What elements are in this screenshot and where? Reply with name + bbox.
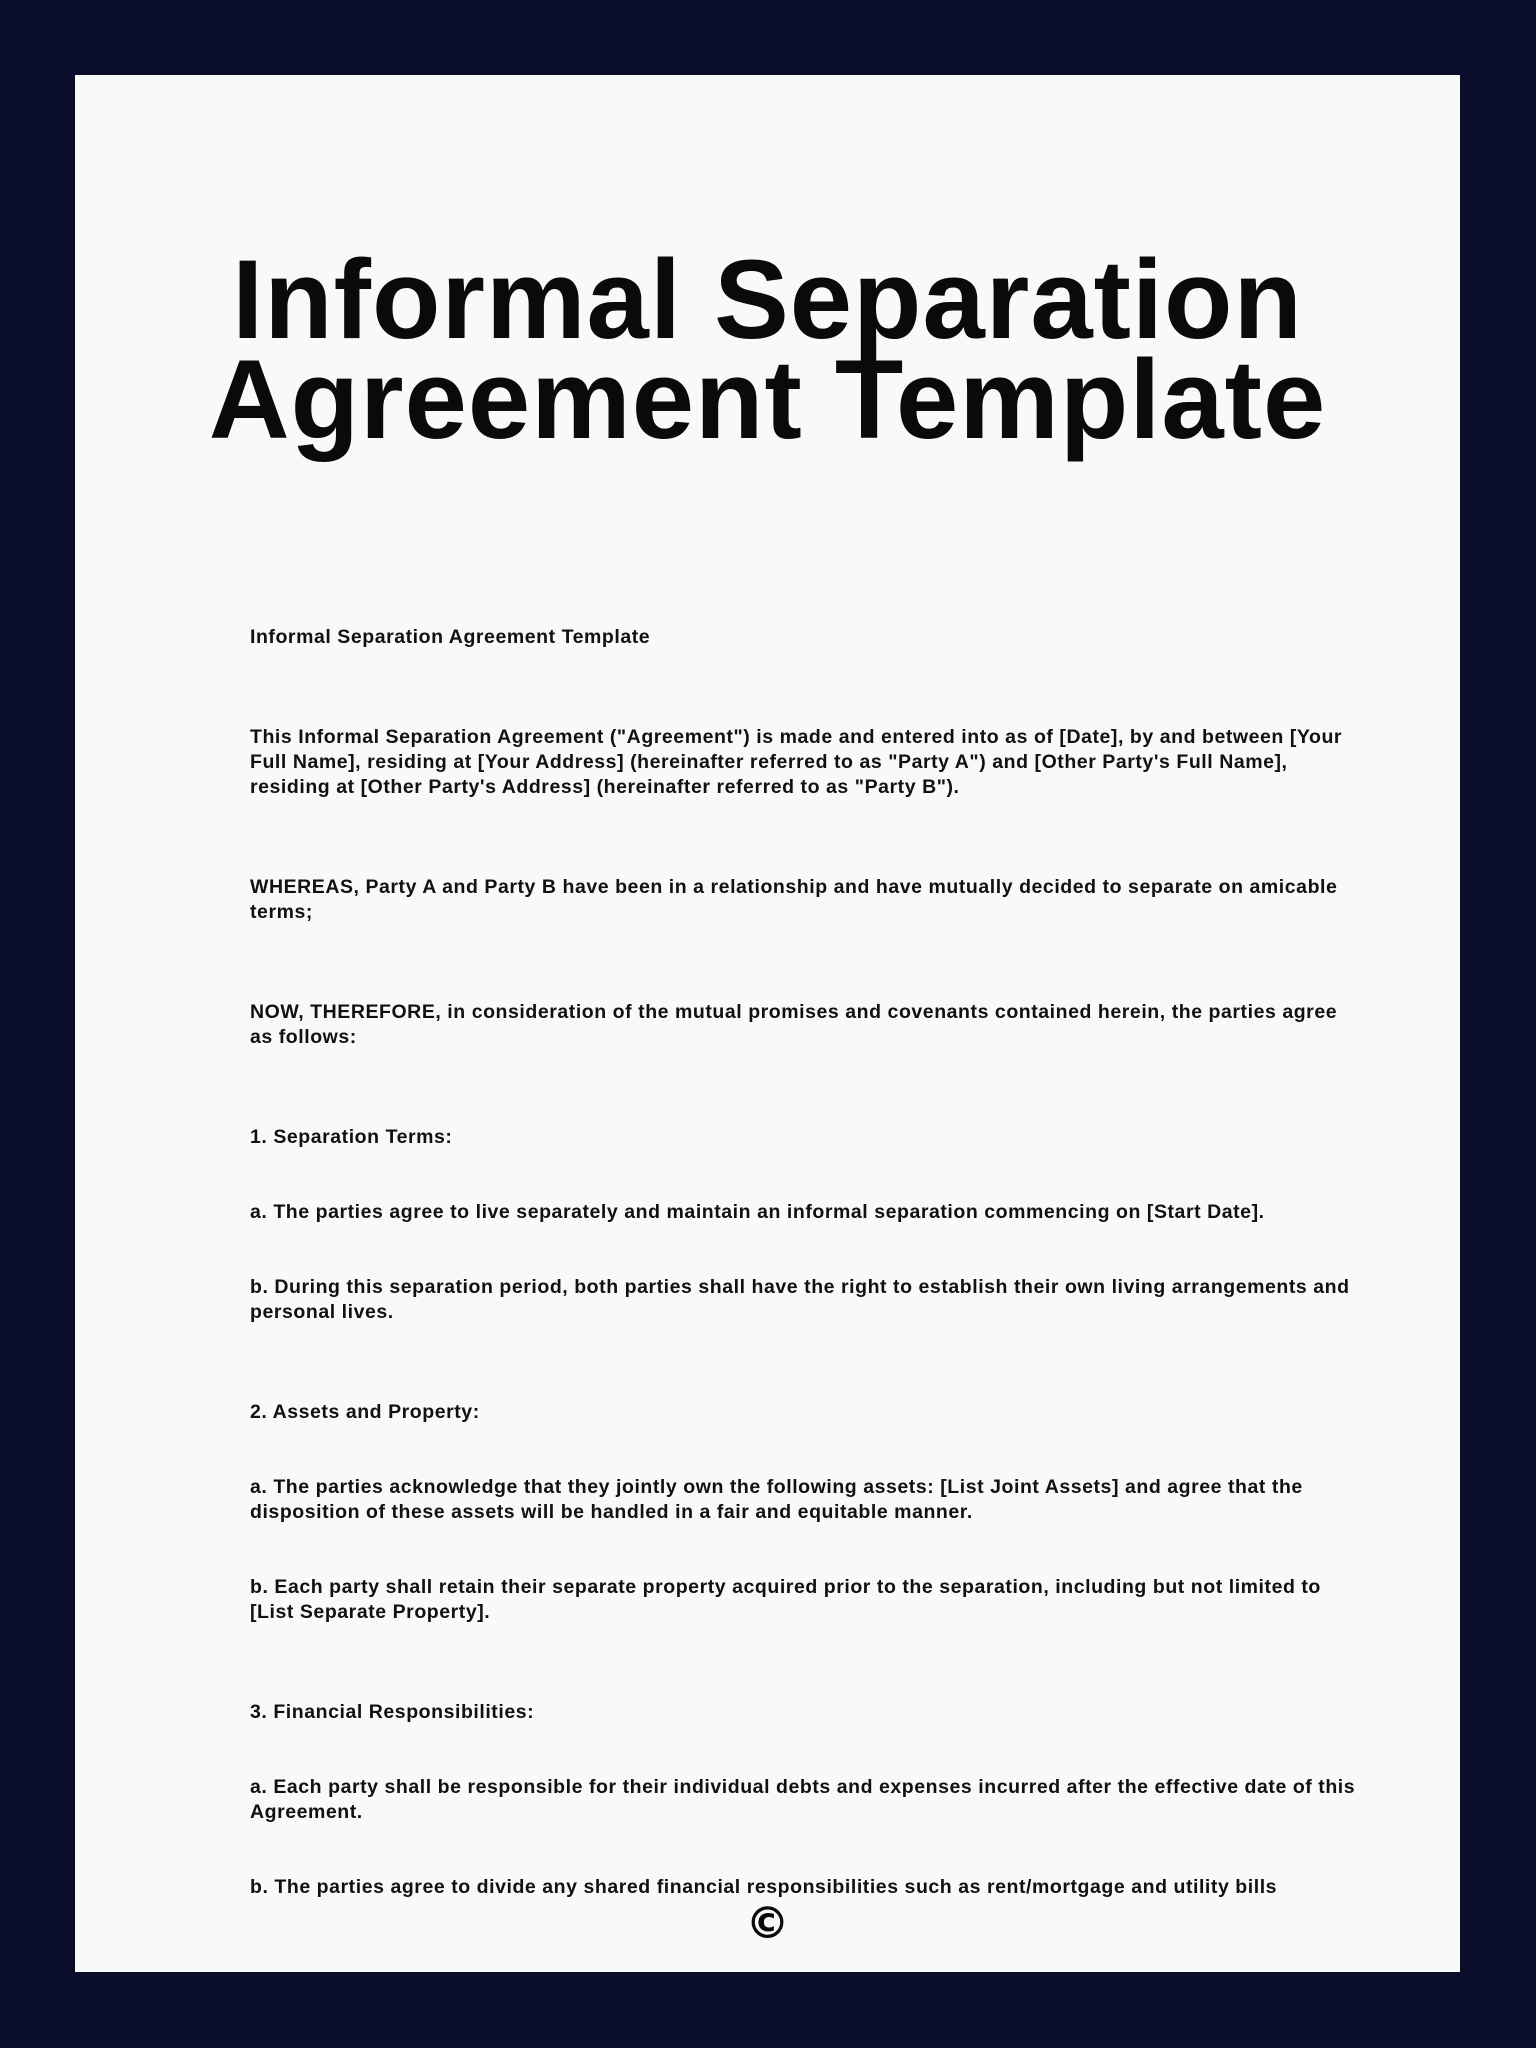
section-heading: 1. Separation Terms: [250, 1126, 453, 1148]
clause-paragraph: b. Each party shall retain their separate property acquired prior to the separation, including but not limited to [List Separate Property]. [250, 1576, 1321, 1623]
title-line-1: Informal Separation [232, 237, 1303, 362]
clause-paragraph: b. During this separation period, both parties shall have the right to establish their own living arrangements and personal lives. [250, 1276, 1350, 1323]
clause-paragraph: a. The parties agree to live separately and maintain an informal separation commencing on [Start Date]. [250, 1201, 1265, 1223]
intro-paragraph: This Informal Separation Agreement ("Agreement") is made and entered into as of [Date], by and between [Your Full Name], residing at [Your Address] (hereinafter referred to as "Party A") and [Other Party's Full Name], residing at [Other Party's Address] (hereinafter referred to as "Party B"). [250, 726, 1343, 798]
section-heading: 3. Financial Responsibilities: [250, 1701, 535, 1723]
title-line-2: Agreement Template [208, 337, 1327, 462]
document-page [75, 75, 1460, 1972]
doc-heading: Informal Separation Agreement Template [250, 626, 651, 648]
whereas-paragraph: WHEREAS, Party A and Party B have been in a relationship and have mutually decided to separate on amicable terms; [250, 876, 1338, 923]
clause-paragraph: a. The parties acknowledge that they jointly own the following assets: [List Joint Assets] and agree that the disposition of these assets will be handled in a fair and equitable manner. [250, 1476, 1303, 1523]
section-heading: 2. Assets and Property: [250, 1401, 480, 1423]
clause-paragraph: b. The parties agree to divide any shared financial responsibilities such as rent/mortgage and utility bills [250, 1876, 1278, 1898]
copyright-icon: © [745, 1898, 790, 1949]
document-title [75, 237, 1460, 462]
clause-paragraph: a. Each party shall be responsible for their individual debts and expenses incurred after the effective date of this Agreement. [250, 1776, 1356, 1823]
therefore-paragraph: NOW, THEREFORE, in consideration of the mutual promises and covenants contained herein, the parties agree as follows: [250, 1001, 1338, 1048]
